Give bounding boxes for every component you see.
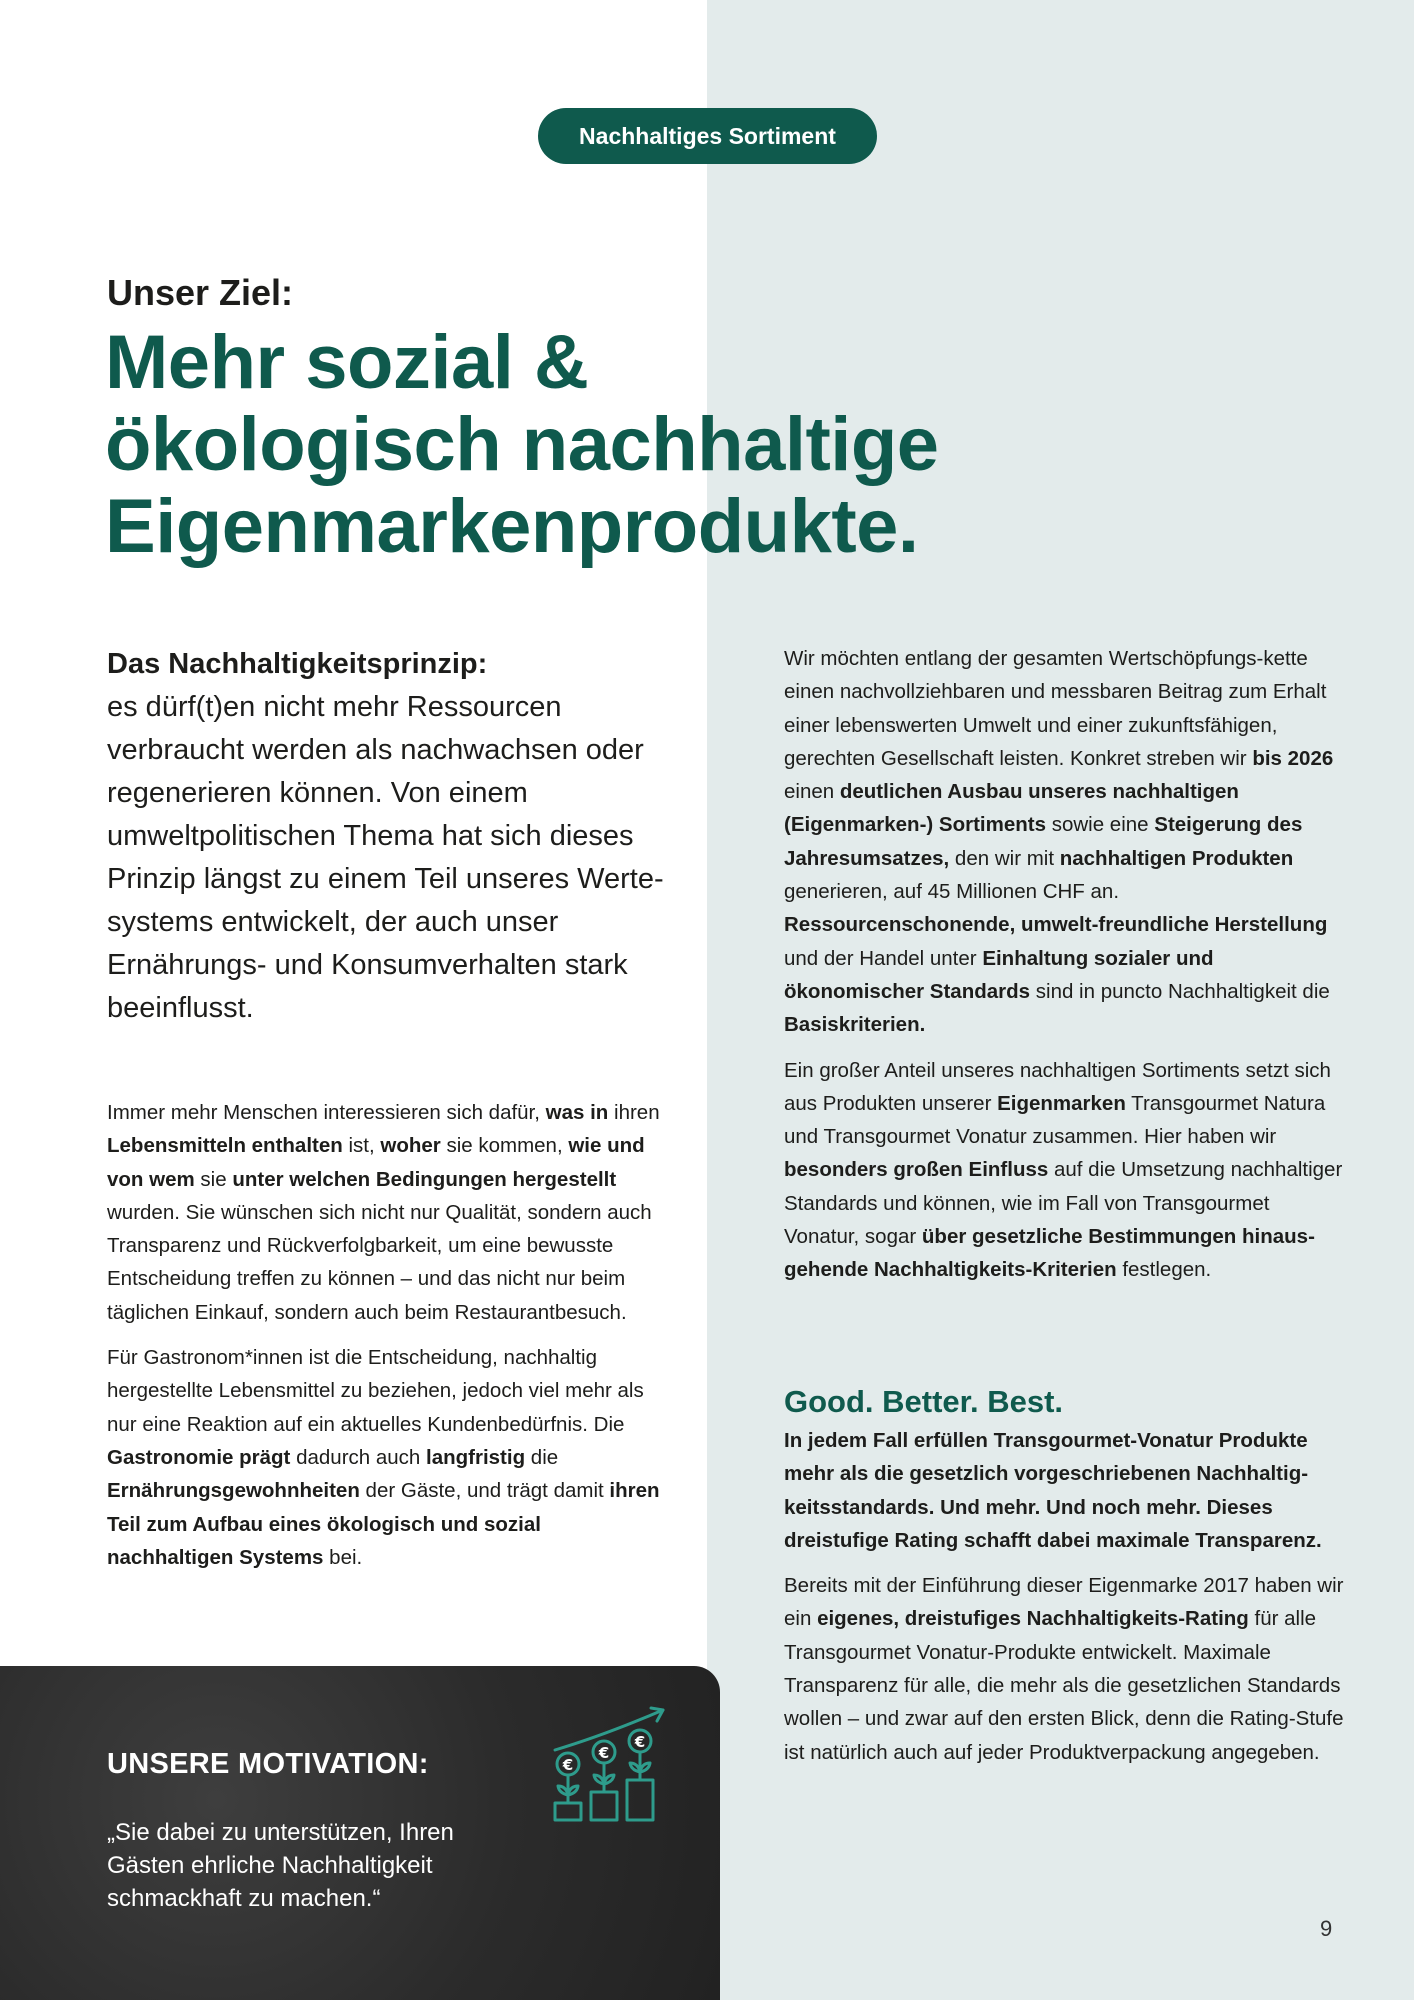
text-run: den wir mit: [949, 846, 1060, 870]
text-run: Wir möchten entlang der gesamten Wertschöpfungs-kette einen nachvollziehbaren und messbaren Beitrag zum Erhalt einer lebenswerten Umwelt und einer zukunftsfähigen, gerechten Gesellschaft leisten. Konkret streben wir: [784, 647, 1327, 770]
text-run: ihren: [608, 1101, 660, 1124]
motivation-quote: „Sie dabei zu unterstützen, Ihren Gästen ehrliche Nachhaltigkeit schmackhaft zu machen.“: [107, 1819, 454, 1912]
text-run: sie: [194, 1167, 233, 1191]
emphasis-text: Basiskriterien.: [784, 1013, 926, 1037]
page-subtitle: Unser Ziel:: [107, 272, 294, 313]
lead-text: es dürf(t)en nicht mehr Ressourcen verbraucht werden als nachwachsen oder regenerieren können. Von einem umweltpolitischen Thema hat sich dieses Prinzip längst zu einem Teil unseres Werte-systems entwickelt, der auch unser Ernährungs- und Konsumverhalten stark beeinflusst.: [107, 691, 664, 1024]
emphasis-text: Gastronomie prägt: [107, 1445, 291, 1469]
text-run: generieren, auf 45 Millionen CHF an.: [784, 880, 1120, 904]
emphasis-text: unter welchen Bedingungen hergestellt: [232, 1167, 617, 1191]
text-run: der Gäste, und trägt damit: [359, 1479, 610, 1503]
page-number: 9: [1320, 1916, 1333, 1941]
title-line: Mehr sozial &: [105, 320, 589, 405]
emphasis-text: Ernährungsgewohnheiten: [107, 1479, 360, 1503]
coin-symbol: €: [562, 1756, 574, 1774]
text-run: Bereits mit der Einführung dieser Eigenmarke 2017 haben wir ein: [784, 1574, 1344, 1631]
emphasis-text: woher: [380, 1134, 441, 1158]
text-run: einen: [784, 780, 840, 804]
body-paragraph: [784, 1054, 1344, 1287]
title-line: ökologisch nachhaltige: [105, 402, 939, 487]
left-column: [107, 1096, 667, 1586]
emphasis-text: nachhaltigen Produkten: [1059, 846, 1294, 870]
text-run: sie kommen,: [440, 1134, 569, 1158]
text-run: Für Gastronom*innen ist die Entscheidung, nachhaltig hergestellte Lebensmittel zu beziehen, jedoch viel mehr als nur eine Reaktion auf ein aktuelles Kundenbedürfnis. Die: [107, 1346, 644, 1436]
emphasis-text: Ressourcenschonende, umwelt-freundliche Herstellung: [784, 913, 1328, 937]
emphasis-text: bis 2026: [1252, 746, 1334, 770]
title-line: Eigenmarkenprodukte.: [105, 484, 919, 569]
text-run: wurden. Sie wünschen sich nicht nur Qualität, sondern auch Transparenz und Rückverfolgbarkeit, um eine bewusste Entscheidung treffen zu können – und das nicht nur beim täglichen Einkauf, sondern auch beim Restaurantbesuch.: [107, 1200, 652, 1324]
lead-heading: Das Nachhaltigkeitsprinzip:: [107, 648, 488, 680]
emphasis-text: eigenes, dreistufiges Nachhaltigkeits-Rating: [817, 1607, 1249, 1631]
body-paragraph: [784, 642, 1344, 1042]
emphasis-text: besonders großen Einfluss: [784, 1158, 1049, 1182]
body-paragraph: [107, 1341, 667, 1574]
section-tag: Nachhaltiges Sortiment: [538, 108, 877, 164]
emphasis-text: was in: [545, 1101, 609, 1124]
text-run: sind in puncto Nachhaltigkeit die: [1030, 979, 1330, 1003]
right-column: [784, 642, 1344, 1299]
text-run: Immer mehr Menschen interessieren sich dafür,: [107, 1101, 546, 1124]
emphasis-text: ihren Teil zum Aufbau eines ökologisch und sozial nachhaltigen Systems: [107, 1479, 660, 1569]
emphasis-text: Eigenmarken: [997, 1091, 1126, 1115]
emphasis-text: deutlichen Ausbau unseres nachhaltigen (Eigenmarken-) Sortiments: [784, 780, 1239, 837]
text-run: festlegen.: [1116, 1258, 1212, 1282]
emphasis-text: langfristig: [426, 1445, 526, 1469]
lead-paragraph: [107, 643, 667, 1030]
text-run: die: [525, 1445, 559, 1469]
emphasis-text: über gesetzliche Bestimmungen hinaus-gehende Nachhaltigkeits-Kriterien: [784, 1225, 1315, 1282]
text-run: auf die Umsetzung nachhaltiger Standards und können, wie im Fall von Transgourmet Vonatur, sogar: [784, 1158, 1343, 1249]
emphasis-text: Steigerung des Jahresumsatzes,: [784, 813, 1303, 870]
growing-money-plants-icon: [545, 1700, 675, 1830]
section-heading: Good. Better. Best.: [784, 1384, 1064, 1419]
emphasis-text: wie und von wem: [107, 1134, 645, 1191]
coin-symbol: €: [598, 1744, 610, 1762]
text-run: bei.: [323, 1545, 363, 1569]
body-paragraph: [784, 1569, 1344, 1769]
text-run: Transgourmet Natura und Transgourmet Vonatur zusammen. Hier haben wir: [784, 1091, 1326, 1149]
text-run: ist,: [342, 1134, 381, 1158]
text-run: Ein großer Anteil unseres nachhaltigen Sortiments setzt sich aus Produkten unserer: [784, 1058, 1331, 1115]
text-run: dadurch auch: [290, 1445, 427, 1469]
text-run: für alle Transgourmet Vonatur-Produkte entwickelt. Maximale Transparenz für alle, die mehr als die gesetzlichen Standards wollen – und zwar auf den ersten Blick, denn die Rating-Stufe ist natürlich auch auf jeder Produktverpackung angegeben.: [784, 1607, 1344, 1764]
text-run: sowie eine: [1046, 813, 1155, 837]
emphasis-text: Lebensmitteln enthalten: [107, 1134, 343, 1158]
emphasis-text: Einhaltung sozialer und ökonomischer Standards: [784, 946, 1214, 1003]
page-title: [105, 322, 1065, 568]
body-paragraph: [107, 1096, 667, 1329]
motivation-title: UNSERE MOTIVATION:: [107, 1748, 429, 1780]
section-intro: In jedem Fall erfüllen Transgourmet-Vonatur Produkte mehr als die gesetzlich vorgeschriebenen Nachhaltig-keitsstandards. Und mehr. Und noch mehr. Dieses dreistufige Rating schafft dabei maximale Transparenz.: [784, 1429, 1322, 1552]
text-run: und der Handel unter: [784, 946, 983, 970]
coin-symbol: €: [634, 1733, 646, 1751]
good-better-best-section: [784, 1424, 1344, 1781]
